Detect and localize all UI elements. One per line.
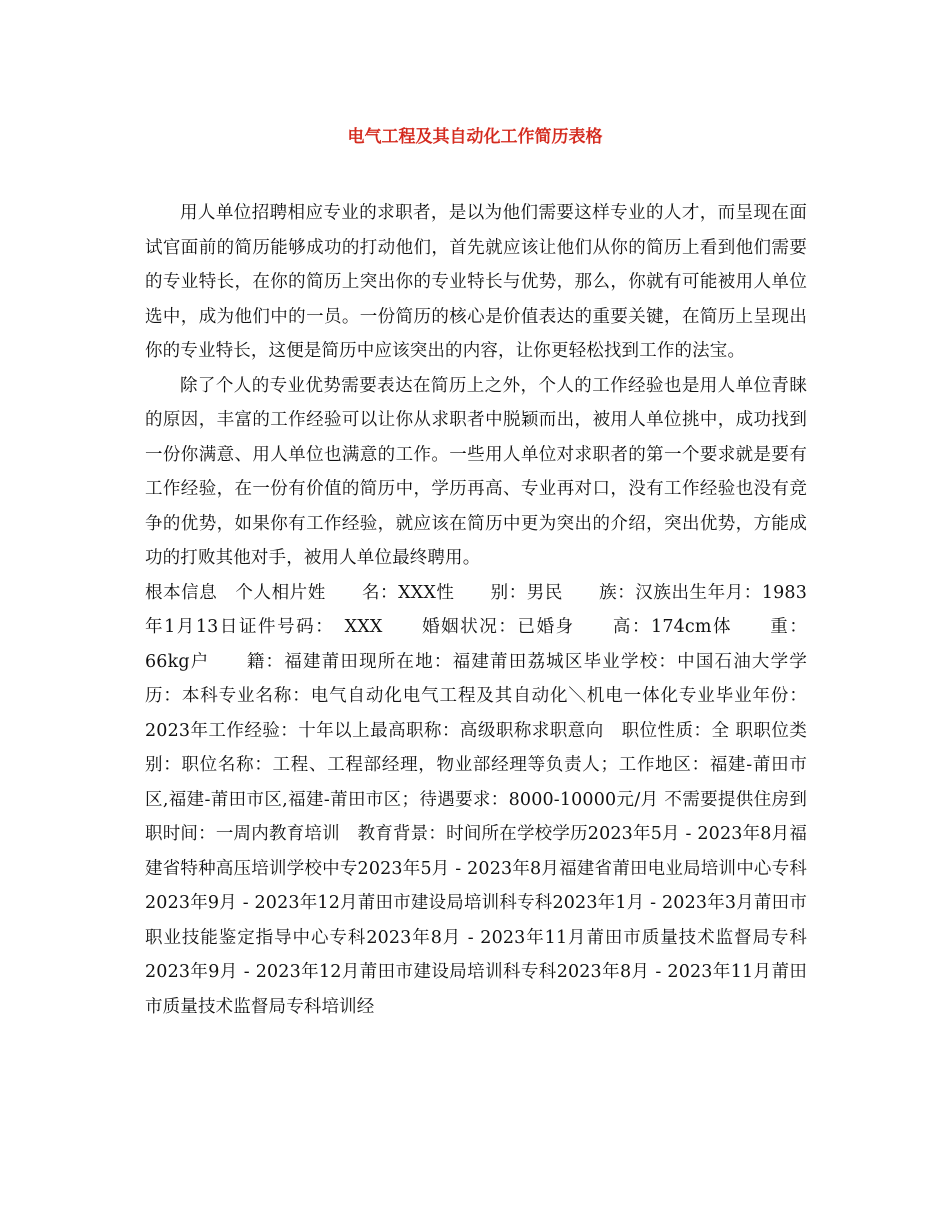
paragraph-experience: 除了个人的专业优势需要表达在简历上之外，个人的工作经验也是用人单位青睐的原因，丰富的工作经验可以让你从求职者中脱颖而出，被用人单位挑中，成功找到一份你满意、用人单位也满意的工作。一些用人单位对求职者的第一个要求就是要有工作经验，在一份有价值的简历中，学历再高、专业再对口，没有工作经验也没有竞争的优势，如果你有工作经验，就应该在简历中更为突出的介绍，突出优势，方能成功的打败其他对手，被用人单位最终聘用。 <box>145 375 807 568</box>
document-title: 电气工程及其自动化工作简历表格 <box>347 127 603 147</box>
document-body <box>145 196 843 1024</box>
paragraph-basic-info: 根本信息 个人相片姓 名：XXX性 别：男民 族：汉族出生年月：1983年1月13日证件号码： XXX 婚姻状况：已婚身 高：174cm体 重：66kg户 籍：福建莆田现所在地：福建莆田荔城区毕业学校：中国石油大学学 历：本科专业名称：电气自动化电气工程及其自动化＼机电一体化专业毕业年份：2023年工作经验：十年以上最高职称：高级职称求职意向 职位性质：全 职职位类别：职位名称：工程、工程部经理，物业部经理等负责人；工作地区：福建-莆田市区,福建-莆田市区,福建-莆田市区；待遇要求：8000-10000元/月 不需要提供住房到职时间：一周内教育培训 教育背景：时间所在学校学历2023年5月 - 2023年8月福建省特种高压培训学校中专2023年5月 - 2023年8月福建省莆田电业局培训中心专科2023年9月 - 2023年12月莆田市建设局培训科专科2023年1月 - 2023年3月莆田市职业技能鉴定指导中心专科2023年8月 - 2023年11月莆田市质量技术监督局专科2023年9月 - 2023年12月莆田市建设局培训科专科2023年8月 - 2023年11月莆田市质量技术监督局专科培训经 <box>145 582 843 1017</box>
paragraph-intro: 用人单位招聘相应专业的求职者，是以为他们需要这样专业的人才，而呈现在面试官面前的简历能够成功的打动他们，首先就应该让他们从你的简历上看到他们需要的专业特长，在你的简历上突出你的专业特长与优势，那么，你就有可能被用人单位选中，成为他们中的一员。一份简历的核心是价值表达的重要关键，在简历上呈现出你的专业特长，这便是简历中应该突出的内容，让你更轻松找到工作的法宝。 <box>145 203 807 361</box>
